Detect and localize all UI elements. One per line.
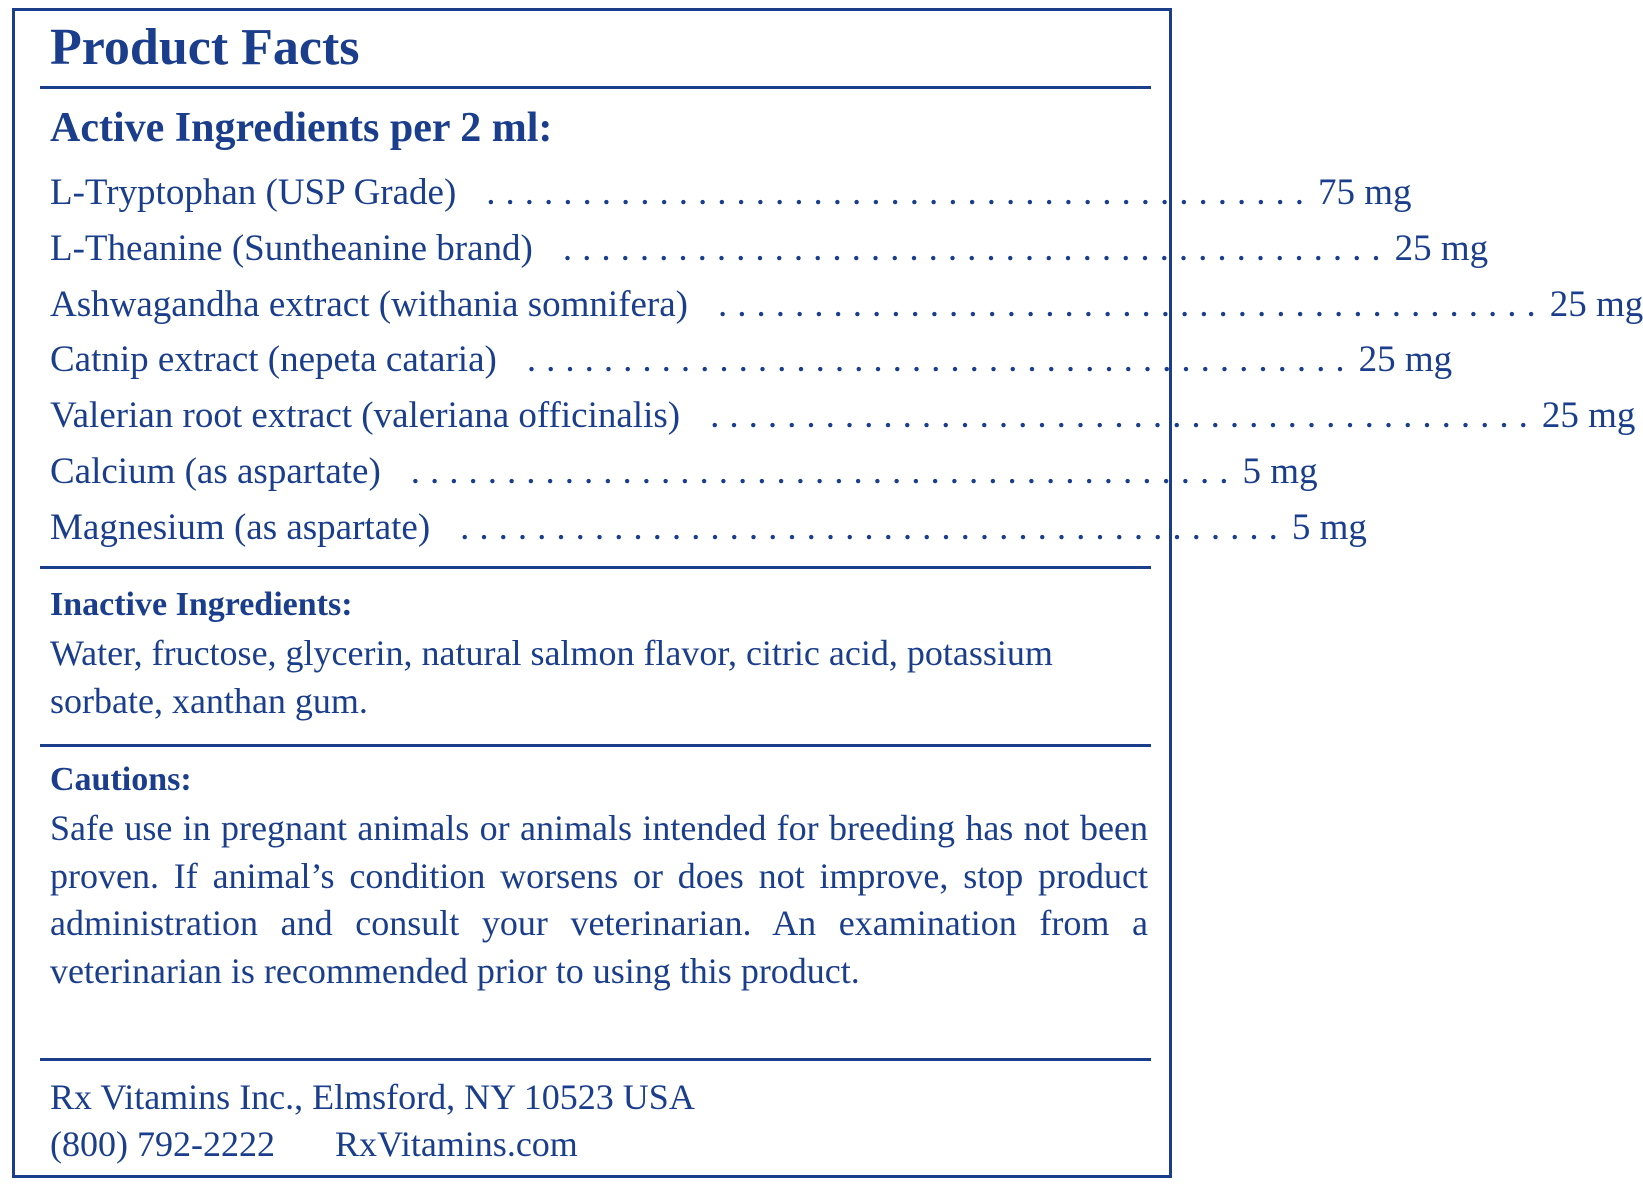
leader-dots: ........................................... <box>410 450 1239 492</box>
ingredient-amount: 5 mg <box>1291 506 1367 548</box>
ingredient-amount: 25 mg <box>1549 283 1643 325</box>
leader-dots: ........................................... <box>526 339 1355 381</box>
phone-number: (800) 792-2222 <box>50 1124 275 1164</box>
page-title: Product Facts <box>50 19 360 76</box>
ingredient-amount: 25 mg <box>1541 395 1636 437</box>
cautions-heading: Cautions: <box>50 761 192 798</box>
active-divider <box>40 566 1151 569</box>
company-address: Rx Vitamins Inc., Elmsford, NY 10523 USA <box>50 1077 695 1117</box>
inactive-divider <box>40 744 1151 747</box>
ingredient-name: Magnesium (as aspartate) <box>50 506 431 548</box>
ingredient-row <box>50 221 1489 277</box>
ingredient-row <box>50 500 1367 556</box>
leader-dots: ........................................... <box>460 506 1288 548</box>
ingredient-name: Ashwagandha extract (withania somnifera) <box>50 283 688 325</box>
ingredient-row <box>50 332 1453 388</box>
leader-dots: ........................................... <box>486 172 1315 213</box>
ingredient-amount: 25 mg <box>1358 339 1453 381</box>
leader-dots: ........................................... <box>562 227 1391 269</box>
cautions-divider <box>40 1058 1151 1061</box>
leader-dots: ........................................... <box>710 395 1538 437</box>
inactive-ingredients-text: Water, fructose, glycerin, natural salmon flavor, citric acid, potassium sorbate, xanthan gum. <box>50 633 1053 721</box>
ingredient-row <box>50 444 1318 500</box>
ingredient-name: Valerian root extract (valeriana officinalis) <box>50 395 681 437</box>
ingredient-row <box>50 277 1643 333</box>
title-divider <box>40 86 1151 89</box>
ingredient-amount: 75 mg <box>1318 172 1412 213</box>
ingredient-name: L-Theanine (Suntheanine brand) <box>50 227 533 269</box>
leader-dots: ........................................... <box>718 283 1546 325</box>
ingredient-row <box>50 388 1636 444</box>
active-ingredients-list <box>50 165 1643 556</box>
ingredient-name: L-Tryptophan (USP Grade) <box>50 172 457 213</box>
ingredient-amount: 5 mg <box>1242 450 1318 492</box>
ingredient-name: Calcium (as aspartate) <box>50 450 381 492</box>
active-ingredients-heading: Active Ingredients per 2 ml: <box>50 105 553 151</box>
contact-line <box>50 1121 578 1168</box>
inactive-ingredients-heading: Inactive Ingredients: <box>50 586 353 623</box>
ingredient-amount: 25 mg <box>1394 227 1489 269</box>
website-link[interactable]: RxVitamins.com <box>334 1124 578 1164</box>
ingredient-row <box>50 165 1412 221</box>
cautions-text: Safe use in pregnant animals or animals intended for breeding has not been proven. If animal’s condition worsens or does not improve, stop product administration and consult your veterinarian. An examination from a veterinarian is recommended prior to using this product. <box>50 808 1148 991</box>
ingredient-name: Catnip extract (nepeta cataria) <box>50 339 497 381</box>
